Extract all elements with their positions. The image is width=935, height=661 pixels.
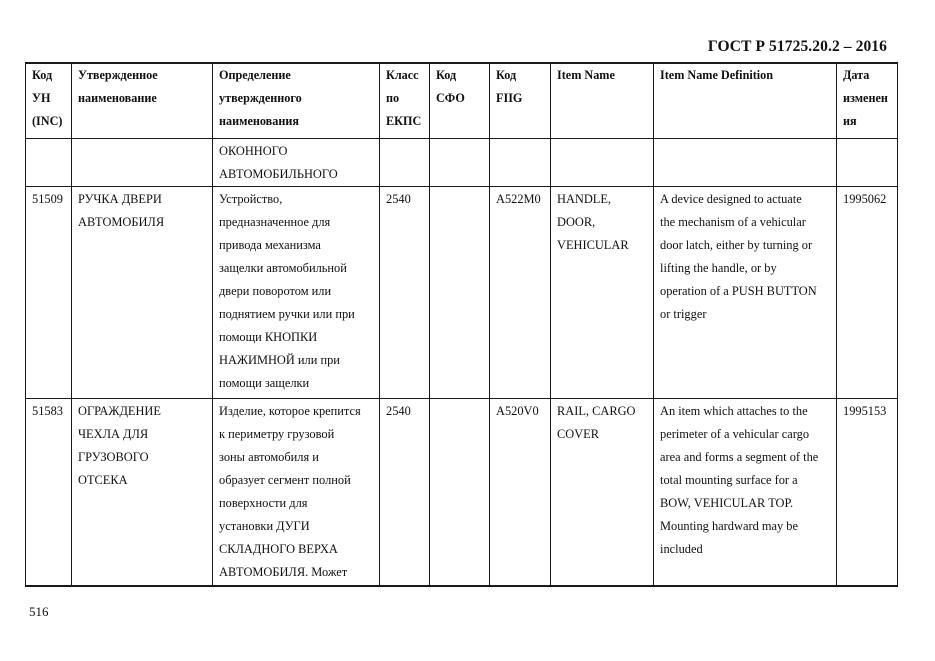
- cell-item-name: RAIL, CARGO COVER: [551, 398, 654, 586]
- column-header-sfo: Код СФО: [430, 63, 490, 138]
- cell-item-name-definition: [654, 138, 837, 186]
- cell-definition-ru: Изделие, которое крепится к периметру грузовой зоны автомобиля и образует сегмент полной поверхности для установки ДУГИ СКЛАДНОГО ВЕРХА АВТОМОБИЛЯ. Может: [213, 398, 380, 586]
- cell-sfo: [430, 186, 490, 398]
- cell-inc: 51509: [26, 186, 72, 398]
- catalog-table: [25, 62, 898, 587]
- cell-class: [380, 138, 430, 186]
- column-header-class: Класс по ЕКПС: [380, 63, 430, 138]
- page-number: 516: [29, 604, 49, 619]
- table-row: [26, 186, 898, 398]
- cell-change-date: 1995062: [837, 186, 898, 398]
- table-header-row: [26, 63, 898, 138]
- cell-item-name: [551, 138, 654, 186]
- cell-item-name-definition: A device designed to actuate the mechanism of a vehicular door latch, either by turning or lifting the handle, or by operation of a PUSH BUTTON or trigger: [654, 186, 837, 398]
- cell-inc: 51583: [26, 398, 72, 586]
- cell-change-date: [837, 138, 898, 186]
- document-title: ГОСТ Р 51725.20.2 – 2016: [707, 38, 887, 55]
- column-header-definition-ru: Определение утвержденного наименования: [213, 63, 380, 138]
- cell-sfo: [430, 398, 490, 586]
- column-header-approved-name: Утвержденное наименование: [72, 63, 213, 138]
- cell-fiig: A520V0: [490, 398, 551, 586]
- column-header-fiig: Код FIIG: [490, 63, 551, 138]
- cell-definition-ru: ОКОННОГО АВТОМОБИЛЬНОГО: [213, 138, 380, 186]
- cell-approved-name: [72, 138, 213, 186]
- cell-definition-ru: Устройство, предназначенное для привода механизма защелки автомобильной двери поворотом или поднятием ручки или при помощи КНОПКИ НАЖИМНОЙ или при помощи защелки: [213, 186, 380, 398]
- cell-approved-name: РУЧКА ДВЕРИ АВТОМОБИЛЯ: [72, 186, 213, 398]
- cell-fiig: [490, 138, 551, 186]
- table-row: [26, 398, 898, 586]
- cell-fiig: A522M0: [490, 186, 551, 398]
- column-header-item-name-definition: Item Name Definition: [654, 63, 837, 138]
- cell-class: 2540: [380, 186, 430, 398]
- column-header-inc: Код УН (INC): [26, 63, 72, 138]
- table-row: [26, 138, 898, 186]
- cell-sfo: [430, 138, 490, 186]
- column-header-item-name: Item Name: [551, 63, 654, 138]
- cell-inc: [26, 138, 72, 186]
- cell-item-name: HANDLE, DOOR, VEHICULAR: [551, 186, 654, 398]
- cell-approved-name: ОГРАЖДЕНИЕ ЧЕХЛА ДЛЯ ГРУЗОВОГО ОТСЕКА: [72, 398, 213, 586]
- cell-item-name-definition: An item which attaches to the perimeter of a vehicular cargo area and forms a segment of the total mounting surface for a BOW, VEHICULAR TOP. Mounting hardward may be included: [654, 398, 837, 586]
- column-header-change-date: Дата изменен ия: [837, 63, 898, 138]
- cell-change-date: 1995153: [837, 398, 898, 586]
- cell-class: 2540: [380, 398, 430, 586]
